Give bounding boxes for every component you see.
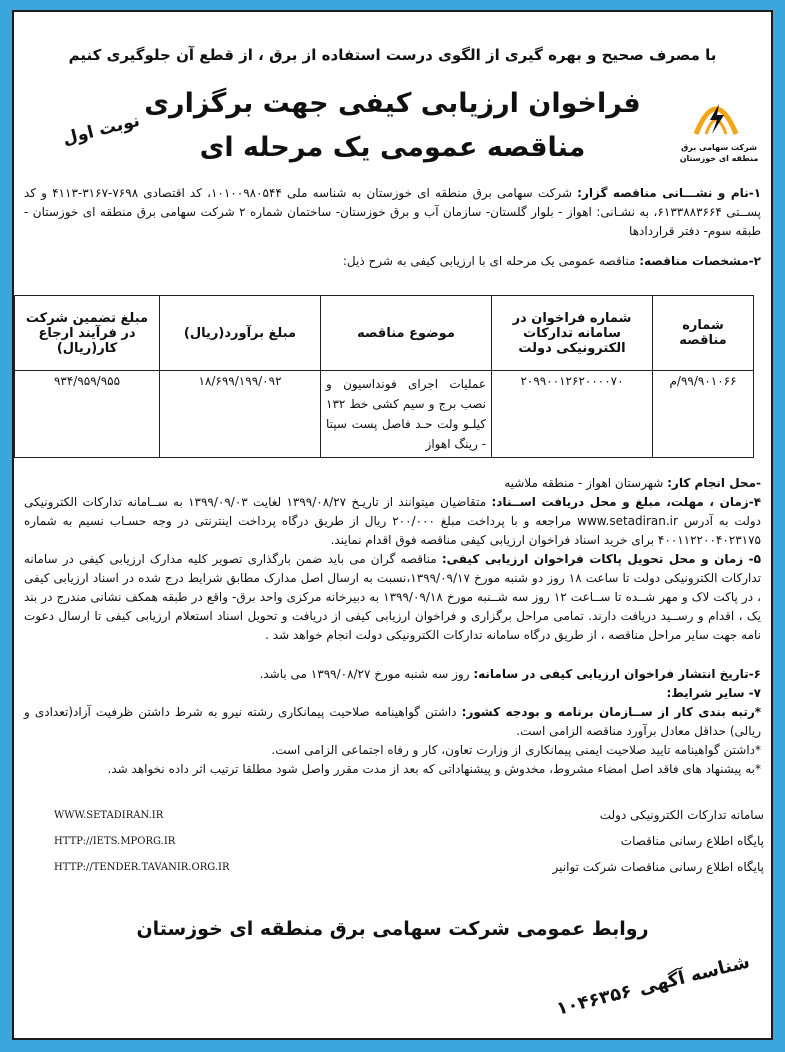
cell-subject: عملیات اجرای فونداسیون و نصب برج و سیم کشی خط ۱۳۲ کیلـو ولت حـد فاصل پست سپتا - رینگ اهواز (321, 371, 492, 458)
tender-notice (12, 10, 773, 1040)
site-row (54, 828, 764, 854)
col-guarantee: مبلغ تضمین شرکت در فرآیند ارجاع کار(ریال) (15, 296, 160, 371)
table-row (15, 371, 754, 458)
condition-2: *داشتن گواهینامه تایید صلاحیت ایمنی پیمانکاری از وزارت تعاون، کار و رفاه اجتماعی الزامی است. (271, 743, 761, 757)
condition-1-label: *رتبه بندی کار از ســازمان برنامه و بودجه کشور: (461, 705, 762, 719)
site-url[interactable]: HTTP://IETS.MPORG.IR (54, 835, 176, 847)
section-6 (24, 665, 761, 684)
section-7-label: ۷- سایر شرایط: (666, 686, 761, 700)
section-2-label: ۲-مشخصات مناقصه: (639, 254, 761, 268)
section-4-label: ۴-زمان ، مهلت، مبلغ و محل دریافت اســناد: (491, 495, 762, 509)
section-5 (24, 550, 761, 645)
work-place-label: -محل انجام کار: (667, 476, 761, 490)
section-2-text: مناقصه عمومی یک مرحله ای با ارزیابی کیفی به شرح ذیل: (342, 254, 636, 268)
cell-tender-no: ۹۹/۹۰۱۰۶۶/م (653, 371, 754, 458)
notice-subtitle: مناقصه عمومی یک مرحله ای (199, 132, 586, 163)
cell-guarantee: ۹۳۴/۹۵۹/۹۵۵ (15, 371, 160, 458)
work-place-text: شهرستان اهواز - منطقه ملاشیه (504, 476, 664, 490)
col-subject: موضوع مناقصه (321, 296, 492, 371)
site-row (54, 854, 764, 880)
site-label: پایگاه اطلاع رسانی مناقصات شرکت توانیر (552, 860, 764, 874)
tender-table (14, 295, 754, 458)
section-2 (24, 252, 761, 271)
round-label: نوبت اول (60, 110, 142, 150)
col-call-no: شماره فراخوان در سامانه تدارکات الکترونیکی دولت (492, 296, 653, 371)
section-1 (24, 184, 761, 241)
col-tender-no: شماره مناقصه (653, 296, 754, 371)
col-estimate: مبلغ برآورد(ریال) (160, 296, 321, 371)
section-4 (24, 493, 761, 550)
notice-title: فراخوان ارزیابی کیفی جهت برگزاری (144, 88, 641, 119)
work-place (24, 474, 761, 493)
section-1-text: شرکت سهامی برق منطقه ای خوزستان به شناسه ملی ۱۰۱۰۰۹۸۰۵۴۴، کد اقتصادی ۷۶۹۸-۳۱۶۷-۴۱۱۳ و کد پســتی ۶۱۳۳۸۸۳۶۶۴، به نشـانی: اهواز - بلوار گلستان- سازمان آب و برق خوزستان- ساختمان شماره ۲ شرکت سهامی برق منطقه ای خوزستان - طبقه سوم- دفتر قراردادها (24, 186, 762, 238)
section-6-text: روز سه شنبه مورخ ۱۳۹۹/۰۸/۲۷ می باشد. (259, 667, 470, 681)
section-5-text: مناقصه گران می باید ضمن بارگذاری تصویر کلیه مدارک ارزیابی کیفی در سامانه تدارکات الکترونیکی دولت تا ساعت ۱۸ روز دو شنبه مورخ ۱۳۹۹/۰۹/۱۷،نسبت به ارسال اصل مدارک مطابق شرایط درج شده در اسناد ارزیابی کیفی ، در پاکت لاک و مهر شــده تا ســاعت ۱۲ روز سه شــنبه مورخ ۱۳۹۹/۰۹/۱۸ به دبیرخانه مرکزی واحد برق- واقع در طبقه همکف نشانی مندرج در بند یک ، اقدام و رســید دریافت دارند. تمامی مراحل برگزاری و فراخوان ارزیابی کیفی از دریافت و تحویل اسناد استعلام ارزیابی کیفی تا ارسال دعوت نامه جهت سایر مراحل مناقصه ، از طریق درگاه سامانه تدارکات الکترونیکی دولت انجام خواهد شد . (24, 552, 761, 642)
condition-1 (24, 703, 761, 741)
ad-id-label: شناسه آگهی (636, 950, 752, 999)
section-5-label: ۵- زمان و محل تحویل پاکات فراخوان ارزیابی کیفی: (441, 552, 761, 566)
section-6-label: ۶-تاریخ انتشار فراخوان ارزیابی کیفی در سامانه: (473, 667, 761, 681)
site-url[interactable]: WWW.SETADIRAN.IR (54, 809, 164, 821)
logo-caption: شرکت سهامی برق منطقه ای خوزستان (679, 143, 759, 163)
site-row (54, 802, 764, 828)
cell-call-no: ۲۰۹۹۰۰۱۲۶۲۰۰۰۰۷۰ (492, 371, 653, 458)
site-label: سامانه تدارکات الکترونیکی دولت (599, 808, 764, 822)
ad-id-stamp (531, 936, 774, 1035)
site-label: پایگاه اطلاع رسانی مناقصات (620, 834, 764, 848)
site-list (54, 802, 764, 880)
condition-3: *به پیشنهاد های فاقد اصل امضاء مشروط، مخدوش و پیشنهاداتی که بعد از مدت مقرر واصل شود مطلقا ترتیب اثر داده نخواهد شد. (107, 762, 761, 776)
ad-id-number: ۱۰۴۶۳۵۶ (554, 980, 634, 1020)
condition-1-text: داشتن گواهینامه صلاحیت پیمانکاری رشته نیرو به شرط داشتن ظرفیت آزاد(تعدادی و ریالی) حداقل معادل برآورد مناقصه الزامی است. (24, 705, 761, 738)
section-1-label: ۱-نام و نشـــانی مناقصه گزار: (577, 186, 762, 200)
section-4-text: متقاضیان میتوانند از تاریـخ ۱۳۹۹/۰۸/۲۷ لغایت ۱۳۹۹/۰۹/۰۳ به ســامانه تدارکات الکترونیکی دولت به آدرس www.setadiran.ir مراجعه و با پرداخت مبلغ ۲۰۰/۰۰۰ ریال از طریق درگاه پرداخت اینترنتی در وجه حسـاب نسیم به شماره ۴۰۰۱۱۲۲۰۰۴۰۲۳۱۷۵ برای خرید اسناد فراخوان ارزیابی کیفی مناقصه فوق اقدام نمایند. (24, 495, 761, 547)
site-url[interactable]: HTTP://TENDER.TAVANIR.ORG.IR (54, 861, 230, 873)
table-header-row (15, 296, 754, 371)
cell-estimate: ۱۸/۶۹۹/۱۹۹/۰۹۲ (160, 371, 321, 458)
slogan: با مصرف صحیح و بهره گیری از الگوی درست استفاده از برق ، از قطع آن جلوگیری کنیم (68, 46, 717, 64)
footer-signature: روابط عمومی شرکت سهامی برق منطقه ای خوزستان (136, 918, 649, 940)
